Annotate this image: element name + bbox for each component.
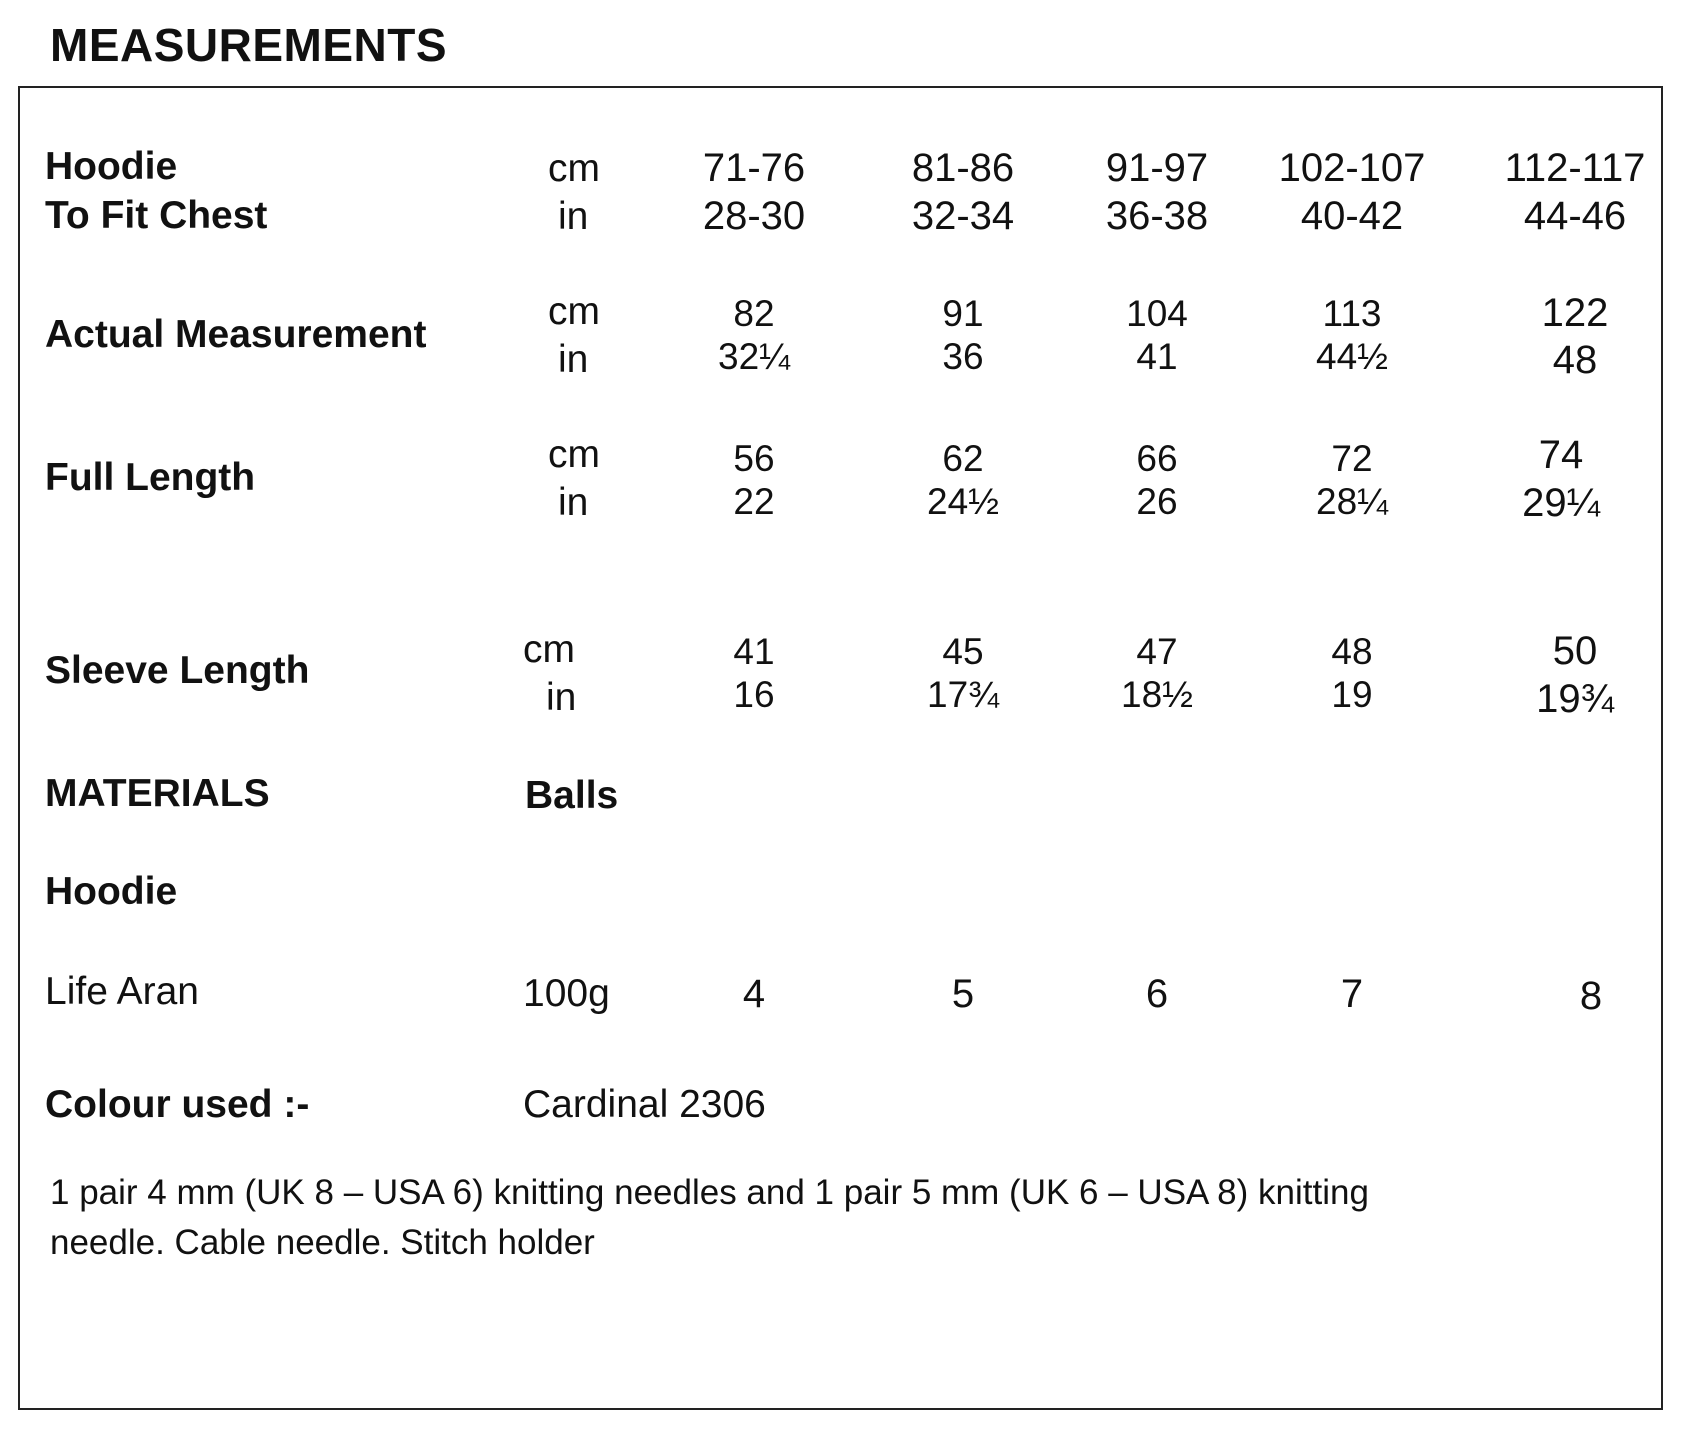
full-length-in-5: 29¼ bbox=[1522, 481, 1600, 525]
actual-in-2: 36 bbox=[942, 336, 984, 377]
full-length-cm-3: 66 bbox=[1136, 438, 1178, 479]
size-in-3: 36-38 bbox=[1105, 194, 1209, 238]
unit-cm: cm bbox=[548, 433, 600, 476]
balls-size-3: 6 bbox=[1145, 972, 1169, 1016]
colour-label: Colour used :- bbox=[45, 1083, 310, 1126]
actual-cm-4: 113 bbox=[1322, 293, 1382, 334]
unit-in: in bbox=[558, 338, 589, 381]
balls-size-2: 5 bbox=[951, 972, 975, 1016]
to-fit-chest-label: To Fit Chest bbox=[45, 194, 268, 237]
actual-in-1: 32¼ bbox=[717, 336, 791, 377]
page-title: MEASUREMENTS bbox=[50, 19, 448, 71]
yarn-weight: 100g bbox=[523, 972, 610, 1015]
actual-measurement-label: Actual Measurement bbox=[45, 313, 427, 356]
unit-in: in bbox=[546, 676, 577, 719]
sleeve-cm-4: 48 bbox=[1331, 631, 1373, 672]
size-in-4: 40-42 bbox=[1300, 194, 1404, 238]
full-length-cm-1: 56 bbox=[733, 438, 775, 479]
full-length-cm-5: 74 bbox=[1538, 433, 1584, 477]
actual-in-5: 48 bbox=[1552, 338, 1598, 382]
actual-in-4: 44½ bbox=[1315, 336, 1389, 377]
balls-size-5: 8 bbox=[1579, 974, 1603, 1018]
full-length-cm-2: 62 bbox=[942, 438, 984, 479]
yarn-name: Life Aran bbox=[45, 970, 199, 1013]
sleeve-in-3: 18½ bbox=[1120, 674, 1194, 715]
size-cm-3: 91-97 bbox=[1105, 146, 1209, 190]
balls-size-1: 4 bbox=[742, 972, 766, 1016]
full-length-in-4: 28¼ bbox=[1315, 481, 1389, 522]
size-cm-2: 81-86 bbox=[911, 146, 1015, 190]
needles-note-line-2: needle. Cable needle. Stitch holder bbox=[50, 1223, 595, 1262]
unit-cm: cm bbox=[523, 628, 575, 671]
sleeve-in-4: 19 bbox=[1331, 674, 1373, 715]
sleeve-cm-2: 45 bbox=[942, 631, 984, 672]
sleeve-in-2: 17¾ bbox=[926, 674, 1000, 715]
actual-cm-1: 82 bbox=[733, 293, 775, 334]
materials-garment: Hoodie bbox=[45, 870, 178, 913]
actual-cm-3: 104 bbox=[1126, 293, 1188, 334]
size-in-1: 28-30 bbox=[702, 194, 806, 238]
sleeve-cm-5: 50 bbox=[1552, 629, 1598, 673]
full-length-label: Full Length bbox=[45, 456, 256, 499]
unit-cm: cm bbox=[548, 147, 600, 190]
unit-cm: cm bbox=[548, 290, 600, 333]
balls-heading: Balls bbox=[525, 774, 619, 817]
actual-cm-2: 91 bbox=[942, 293, 984, 334]
size-cm-4: 102-107 bbox=[1278, 146, 1426, 190]
size-in-2: 32-34 bbox=[911, 194, 1015, 238]
full-length-in-3: 26 bbox=[1136, 481, 1178, 522]
sleeve-in-5: 19¾ bbox=[1536, 677, 1614, 721]
size-in-5: 44-46 bbox=[1523, 194, 1627, 238]
sleeve-cm-3: 47 bbox=[1136, 631, 1178, 672]
unit-in: in bbox=[558, 481, 589, 524]
full-length-in-2: 24½ bbox=[926, 481, 1000, 522]
full-length-in-1: 22 bbox=[733, 481, 775, 522]
actual-cm-5: 122 bbox=[1541, 291, 1609, 335]
unit-in: in bbox=[558, 195, 589, 238]
sleeve-cm-1: 41 bbox=[733, 631, 775, 672]
full-length-cm-4: 72 bbox=[1331, 438, 1373, 479]
size-cm-1: 71-76 bbox=[702, 146, 806, 190]
balls-size-4: 7 bbox=[1340, 972, 1364, 1016]
sleeve-in-1: 16 bbox=[733, 674, 775, 715]
sleeve-length-label: Sleeve Length bbox=[45, 649, 310, 692]
garment-name: Hoodie bbox=[45, 145, 178, 188]
size-cm-5: 112-117 bbox=[1504, 146, 1646, 190]
actual-in-3: 41 bbox=[1136, 336, 1178, 377]
colour-value: Cardinal 2306 bbox=[523, 1083, 766, 1126]
needles-note-line-1: 1 pair 4 mm (UK 8 – USA 6) knitting needles and 1 pair 5 mm (UK 6 – USA 8) knitting bbox=[50, 1173, 1369, 1212]
materials-heading: MATERIALS bbox=[45, 772, 270, 815]
